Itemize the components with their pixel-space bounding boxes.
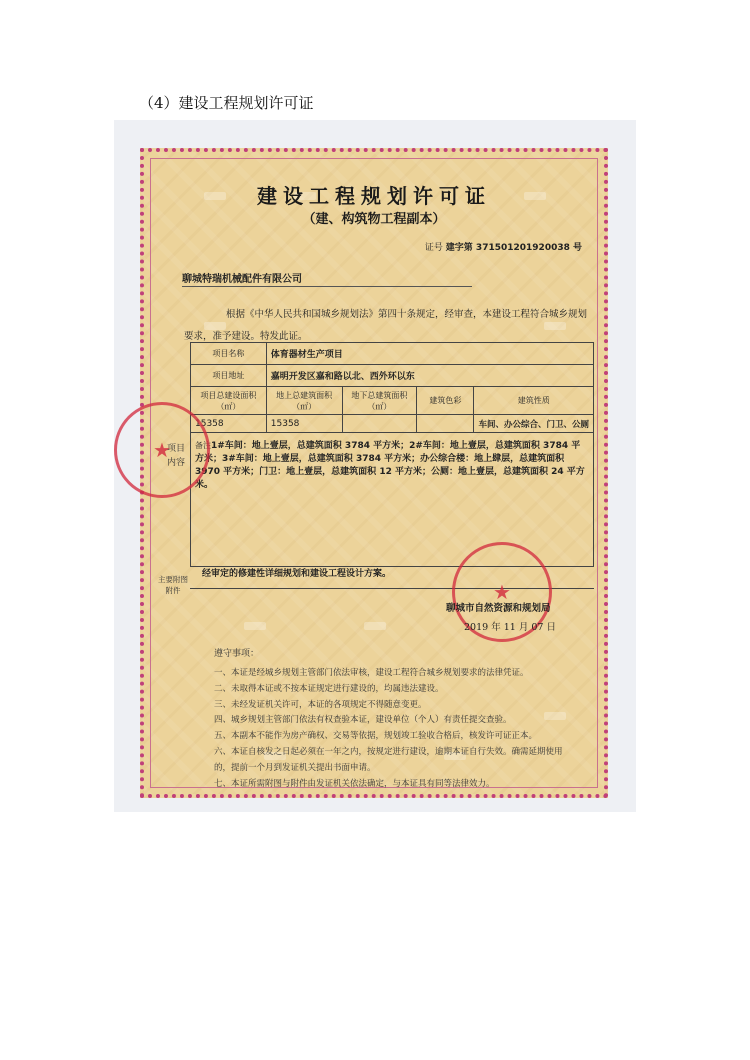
project-address-value: 嘉明开发区嘉和路以北、西外环以东 [266, 365, 593, 387]
project-name-label: 项目名称 [191, 343, 267, 365]
seal-star-icon: ★ [493, 580, 511, 604]
value-color [417, 415, 474, 433]
value-above-area: 15358 [266, 415, 342, 433]
issuing-authority: 聊城市自然资源和规划局 [446, 603, 551, 614]
list-item: 二、未取得本证或不按本证规定进行建设的，均属违法建设。 [214, 683, 444, 694]
certificate-number-label: 证号 [424, 243, 443, 253]
value-below-area [342, 415, 417, 433]
list-item: 四、城乡规划主管部门依法有权查验本证，建设单位（个人）有责任提交查验。 [214, 715, 512, 726]
remarks-text: 1#车间：地上壹层，总建筑面积 3784 平方米；2#车间：地上壹层，总建筑面积 3784 平方米；3#车间：地上壹层，总建筑面积 3784 平方米；办公综合楼：地上肆层，总建筑面积 3970 平方米；门卫：地上壹层，总建筑面积 12 平方米；公厕：地上壹层，总建筑面积 24 平方米。 [195, 441, 585, 490]
drawing-label: 主要附图附件 [158, 575, 188, 595]
remarks-label: 备注 [195, 441, 211, 450]
list-item: 三、未经发证机关许可，本证的各项规定不得随意变更。 [214, 699, 427, 710]
header-nature: 建筑性质 [474, 387, 594, 415]
remarks-cell [191, 433, 594, 567]
certificate-number [425, 240, 582, 253]
certificate-paper [140, 148, 608, 798]
project-content-label: 项目内容 [166, 444, 185, 468]
left-seal [114, 402, 210, 498]
notice-list [214, 666, 576, 792]
certificate-number-value: 建字第 371501201920038 号 [445, 243, 582, 253]
company-name: 聊城特瑞机械配件有限公司 [182, 274, 302, 285]
pattern-mark [364, 622, 386, 630]
list-item: 七、本证所需附图与附件由发证机关依法确定，与本证具有同等法律效力。 [214, 778, 495, 789]
header-color: 建筑色彩 [417, 387, 474, 415]
notice-title: 遵守事项： [214, 649, 260, 659]
certificate-title: 建设工程规划许可证 [257, 184, 491, 208]
header-above-area: 地上总建筑面积（㎡） [266, 387, 342, 415]
certificate-photo [114, 120, 636, 812]
list-item: 五、本副本不能作为房产确权、交易等依据，规划竣工验收合格后，核发许可证正本。 [214, 731, 538, 742]
pattern-mark [244, 622, 266, 630]
certificate-subtitle: （建、构筑物工程副本） [302, 212, 446, 227]
seal-star-icon: ★ [153, 438, 171, 462]
value-total-area: 15358 [191, 415, 267, 433]
project-address-label: 项目地址 [191, 365, 267, 387]
project-table [190, 342, 594, 567]
project-name-value: 体育器材生产项目 [266, 343, 593, 365]
drawing-text: 经审定的修建性详细规划和建设工程设计方案。 [202, 569, 392, 579]
issue-date: 2019 年 11 月 07 日 [464, 622, 556, 633]
header-below-area: 地下总建筑面积（㎡） [342, 387, 417, 415]
page-heading: （4）建设工程规划许可证 [139, 94, 314, 112]
header-total-area: 项目总建设面积（㎡） [191, 387, 267, 415]
company-underline [182, 286, 472, 287]
list-item: 一、本证是经城乡规划主管部门依法审核，建设工程符合城乡规划要求的法律凭证。 [214, 668, 529, 678]
list-item: 六、本证自核发之日起必须在一年之内，按规定进行建设，逾期本证自行失效。确需延期使用的，提前一个月到发证机关提出书面申请。 [214, 746, 563, 773]
legal-paragraph: 根据《中华人民共和国城乡规划法》第四十条规定，经审查，本建设工程符合城乡规划要求，准予建设。特发此证。 [184, 309, 588, 342]
value-nature: 车间、办公综合、门卫、公厕 [474, 415, 594, 433]
